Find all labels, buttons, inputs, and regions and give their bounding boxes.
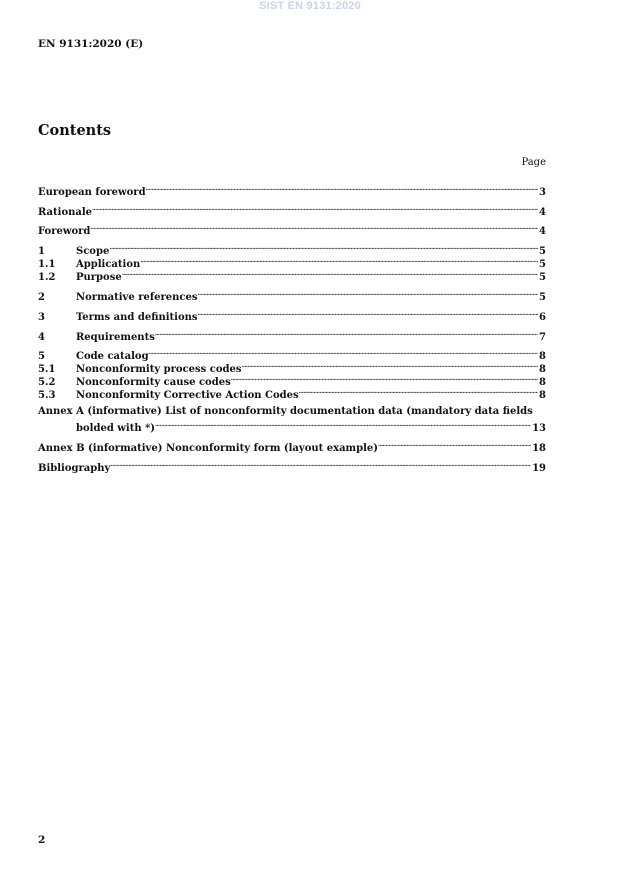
toc-entry-page: 18 bbox=[532, 443, 546, 454]
toc-entry-title: Code catalog bbox=[76, 351, 149, 362]
dot-leader bbox=[198, 307, 539, 320]
toc-entry-title: Application bbox=[76, 259, 141, 270]
toc-entry-application[interactable] bbox=[38, 254, 546, 270]
toc-entry-number: 5.3 bbox=[38, 390, 56, 401]
toc-entry-page: 8 bbox=[539, 377, 546, 388]
toc-entry-purpose[interactable] bbox=[38, 267, 546, 283]
dot-leader bbox=[231, 372, 538, 385]
dot-leader bbox=[155, 418, 531, 431]
toc-entry-nonconformity-cause-codes[interactable] bbox=[38, 372, 546, 388]
toc-entry-title: Nonconformity process codes bbox=[76, 364, 242, 375]
toc-entry-title: Bibliography bbox=[38, 463, 111, 474]
toc-entry-title: Foreword bbox=[38, 226, 91, 237]
toc-entry-title: European foreword bbox=[38, 187, 146, 198]
toc-entry-annex-a[interactable] bbox=[38, 418, 546, 434]
toc-entry-title: Nonconformity cause codes bbox=[76, 377, 231, 388]
toc-entry-page: 3 bbox=[539, 187, 546, 198]
page-column-label: Page bbox=[521, 157, 546, 168]
toc-entry-european-foreword[interactable] bbox=[38, 182, 546, 198]
toc-entry-number: 3 bbox=[38, 312, 45, 323]
toc-entry-title: Scope bbox=[76, 246, 110, 257]
toc-entry-page: 4 bbox=[539, 226, 546, 237]
dot-leader bbox=[155, 327, 538, 340]
toc-entry-page: 8 bbox=[539, 390, 546, 401]
dot-leader bbox=[198, 287, 539, 300]
toc-entry-title: Purpose bbox=[76, 272, 122, 283]
toc-entry-corrective-action-codes[interactable] bbox=[38, 385, 546, 401]
toc-entry-page: 5 bbox=[539, 259, 546, 270]
toc-entry-page: 8 bbox=[539, 351, 546, 362]
toc-entry-normative-references[interactable] bbox=[38, 287, 546, 303]
toc-entry-number: 5 bbox=[38, 351, 45, 362]
toc-entry-title: Annex B (informative) Nonconformity form (layout example) bbox=[38, 443, 379, 454]
toc-entry-page: 8 bbox=[539, 364, 546, 375]
toc-entry-foreword[interactable] bbox=[38, 221, 546, 237]
toc-entry-number: 1 bbox=[38, 246, 45, 257]
toc-entry-page: 5 bbox=[539, 272, 546, 283]
dot-leader bbox=[110, 458, 531, 471]
dot-leader bbox=[299, 385, 538, 398]
dot-leader bbox=[109, 241, 538, 254]
toc-entry-code-catalog[interactable] bbox=[38, 346, 546, 362]
toc-entry-number: 1.1 bbox=[38, 259, 56, 270]
toc-entry-title: bolded with *) bbox=[76, 423, 156, 434]
toc-entry-number: 4 bbox=[38, 332, 45, 343]
toc-entry-page: 4 bbox=[539, 207, 546, 218]
dot-leader bbox=[90, 221, 538, 234]
footer-page-number: 2 bbox=[38, 834, 46, 846]
toc-entry-annex-a-heading[interactable]: Annex A (informative) List of nonconformity documentation data (mandatory data fields bbox=[38, 406, 533, 417]
toc-entry-title: Terms and definitions bbox=[76, 312, 198, 323]
toc-entry-number: 5.2 bbox=[38, 377, 56, 388]
toc-entry-scope[interactable] bbox=[38, 241, 546, 257]
toc-entry-rationale[interactable] bbox=[38, 202, 546, 218]
toc-entry-number: 2 bbox=[38, 292, 45, 303]
toc-entry-title: Normative references bbox=[76, 292, 198, 303]
toc-entry-title: Nonconformity Corrective Action Codes bbox=[76, 390, 299, 401]
toc-entry-page: 5 bbox=[539, 246, 546, 257]
dot-leader bbox=[122, 267, 538, 280]
toc-entry-page: 13 bbox=[532, 423, 546, 434]
watermark: SIST EN 9131:2020 bbox=[259, 0, 361, 12]
toc-entry-annex-b[interactable] bbox=[38, 438, 546, 454]
toc-entry-page: 19 bbox=[532, 463, 546, 474]
toc-entry-terms-and-definitions[interactable] bbox=[38, 307, 546, 323]
toc-entry-bibliography[interactable] bbox=[38, 458, 546, 474]
toc-entry-page: 5 bbox=[539, 292, 546, 303]
toc-entry-title: Rationale bbox=[38, 207, 93, 218]
toc-entry-page: 7 bbox=[539, 332, 546, 343]
toc-entry-number: 1.2 bbox=[38, 272, 56, 283]
dot-leader bbox=[378, 438, 531, 451]
toc-entry-nonconformity-process-codes[interactable] bbox=[38, 359, 546, 375]
toc-entry-title: Requirements bbox=[76, 332, 155, 343]
dot-leader bbox=[149, 346, 538, 359]
dot-leader bbox=[242, 359, 539, 372]
dot-leader bbox=[92, 202, 538, 215]
dot-leader bbox=[140, 254, 538, 267]
toc-entry-requirements[interactable] bbox=[38, 327, 546, 343]
dot-leader bbox=[146, 182, 538, 195]
toc-entry-number: 5.1 bbox=[38, 364, 56, 375]
page-title: Contents bbox=[38, 122, 112, 139]
document-id-header: EN 9131:2020 (E) bbox=[38, 38, 144, 50]
toc-entry-page: 6 bbox=[539, 312, 546, 323]
